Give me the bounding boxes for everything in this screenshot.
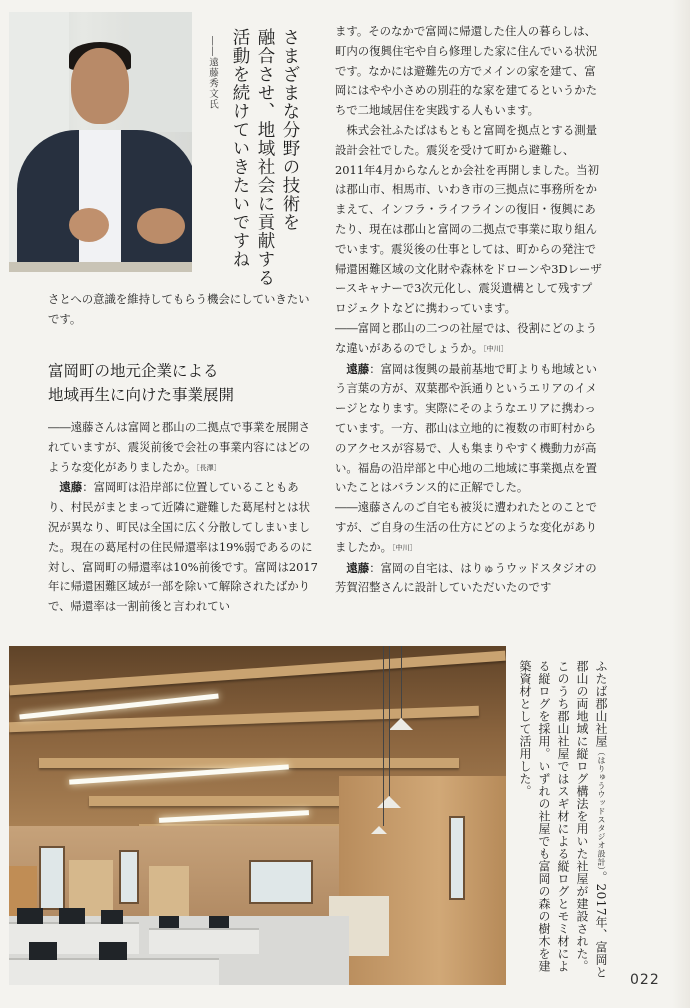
- caption-title: ふたば郡山社屋: [594, 660, 608, 748]
- section-heading-line-2: 地域再生に向けた事業展開: [48, 386, 235, 404]
- question-2-text: ――富岡と郡山の二つの社屋では、役割にどのような違いがあるのでしょうか。: [335, 320, 597, 355]
- question-3: [335, 498, 603, 558]
- answer-2: [335, 360, 603, 499]
- answer-3: [335, 559, 603, 599]
- answer-1: [48, 478, 318, 617]
- left-column-top: [48, 290, 318, 330]
- office-interior-photo: [9, 646, 506, 985]
- right-column: [335, 22, 603, 598]
- section-heading: [48, 359, 318, 407]
- answer-2-text: ：富岡は復興の最前基地で町よりも地域という言葉の方が、双葉郡や浜通りというエリアのイメージとなります。実際にそのようなエリアに携わっています。一方、郡山は立地的に複数の市町村からのアクセスが容易で、人も集まりやすく機動力が高い。福島の沿岸部と中心地の二地域に事業拠点を置いたことはバランス的に正解でした。: [335, 361, 598, 495]
- section-heading-line-1: 富岡町の地元企業による: [48, 362, 219, 380]
- caption-text: 。2017年、富岡と郡山の両地域に縦ログ構法を用いた社屋が建設された。このうち郡山社屋ではスギ材による縦ログとモミ材による縦ログを採用。いずれの社屋でも富岡の森の樹木を建築資材として活用した。: [518, 660, 608, 979]
- page-number: 022: [630, 972, 660, 988]
- answer-1-text: ：富岡町は沿岸部に位置していることもあり、村民がまとまって近隣に避難した葛尾村とは状況が異なり、町民は全国に広く分散してしまいました。現在の葛尾村の住民帰還率は19%弱であるのに対し、富岡町の帰還率は10%前後です。富岡は2017年に帰還困難区域が一部を除いて解除されたばかりで、帰還率は一割前後と言われてい: [48, 480, 318, 614]
- question-1: [48, 418, 318, 478]
- question-1-text: ――遠藤さんは富岡と郡山の二拠点で事業を展開されていますが、震災前後で会社の事業内容にはどのような変化がありましたか。: [48, 420, 310, 474]
- pull-quote-speaker: ――遠藤秀文氏: [207, 36, 218, 110]
- photo-caption: [515, 660, 611, 980]
- answer-3-text: ：富岡の自宅は、はりゅうウッドスタジオの芳賀沼整さんに設計していただいたのです: [335, 560, 597, 595]
- question-1-tag: ［長澤］: [196, 463, 221, 472]
- caption-tag: （はりゅうウッドスタジオ設計）: [597, 747, 606, 871]
- question-2-tag: ［中川］: [483, 344, 508, 353]
- paragraph-1: ます。そのなかで富岡に帰還した住人の暮らしは、町内の復興住宅や自ら修理した家に住んでいる状況です。なかには避難先の方でメインの家を建て、富岡にはやや小さめの別荘的な家を建てるというかたちで二地域居住を実践する人もいます。: [335, 24, 597, 118]
- pull-quote-line-3: 活動を続けていきたいですね: [230, 28, 250, 269]
- question-3-text: ――遠藤さんのご自宅も被災に遭われたとのことですが、ご自身の生活の仕方にどのような変化がありましたか。: [335, 500, 597, 554]
- answer-3-speaker: 遠藤: [346, 560, 370, 575]
- answer-2-speaker: 遠藤: [346, 361, 370, 376]
- portrait-photo: [9, 12, 192, 272]
- paragraph-2: 株式会社ふたばはもともと富岡を拠点とする測量設計会社でした。震災を受けて町から避難し、2011年4月からなんとか会社を再開しました。当初は郡山市、相馬市、いわき市の三拠点に事務所をかまえて、インフラ・ライフラインの復旧・復興にあたり、現在は郡山と富岡の二拠点で事業に取り組んでいます。震災後の仕事としては、町からの発注で帰還困難区域の文化財や森林をドローンや3Dレーザースキャナーで3次元化し、震災遺構として残すプロジェクトなどに携わっています。: [335, 122, 602, 316]
- pull-quote-line-2: 融合させ、地域社会に貢献する: [255, 28, 275, 287]
- continued-text: さとへの意識を維持してもらう機会にしていきたいです。: [48, 292, 310, 326]
- question-2: [335, 319, 603, 360]
- left-column-body: [48, 418, 318, 617]
- answer-1-speaker: 遠藤: [59, 480, 83, 495]
- pull-quote-line-1: さまざまな分野の技術を: [280, 28, 300, 232]
- question-3-tag: ［中川］: [391, 543, 417, 552]
